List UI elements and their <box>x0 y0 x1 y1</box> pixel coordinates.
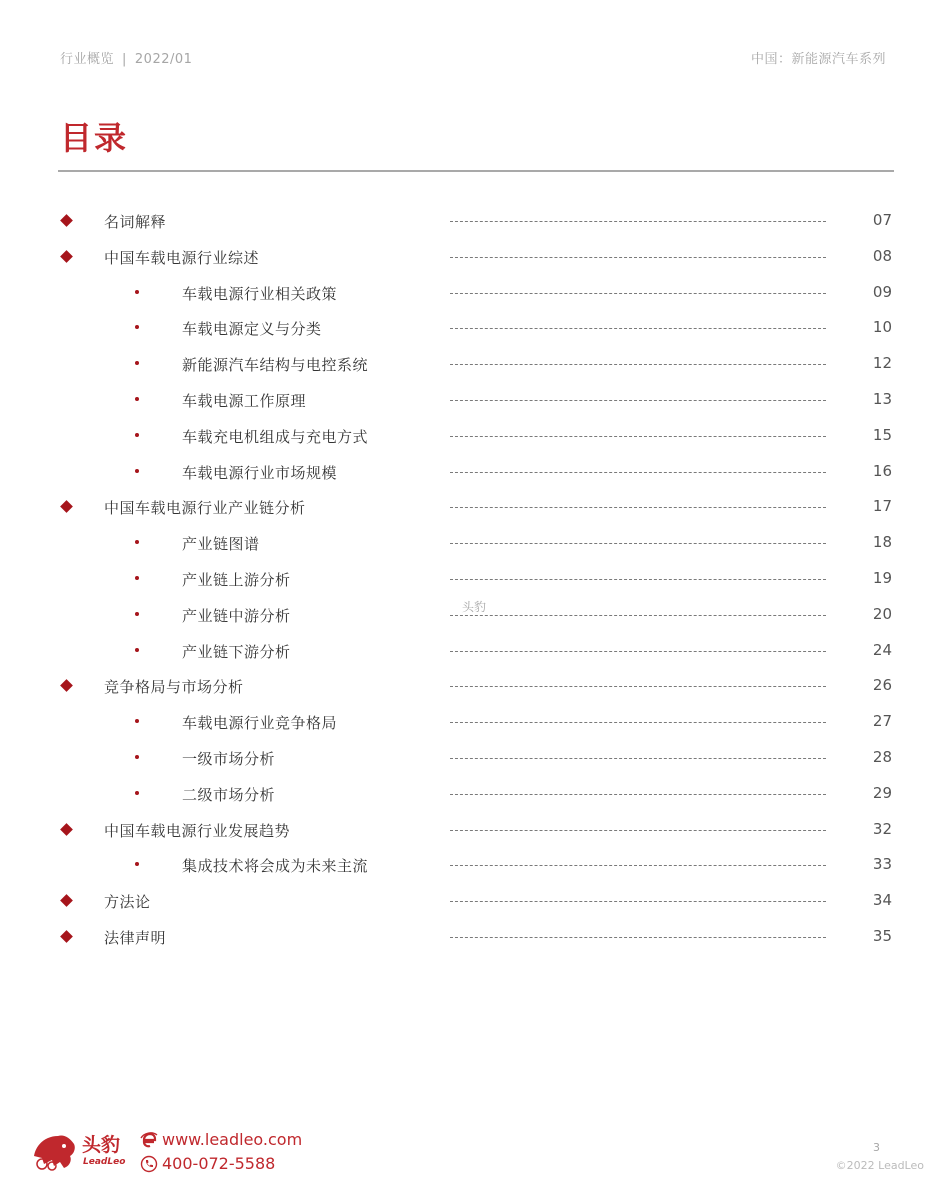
dotted-leader <box>450 830 826 831</box>
bullet-icon <box>135 469 139 473</box>
toc-entry-label: 名词解释 <box>104 213 167 231</box>
bullet-icon <box>135 540 139 544</box>
toc-entry[interactable] <box>0 346 950 382</box>
toc-entry-page: 29 <box>872 783 892 802</box>
toc-entry-label: 车载电源定义与分类 <box>182 320 322 339</box>
toc-entry-label: 产业链中游分析 <box>182 606 291 625</box>
toc-entry-page: 32 <box>872 819 892 838</box>
bullet-icon <box>135 862 139 866</box>
toc-entry[interactable] <box>0 633 950 669</box>
dotted-leader <box>450 507 826 508</box>
toc-entry[interactable] <box>0 382 950 418</box>
phone-icon <box>140 1155 158 1173</box>
toc-entry[interactable] <box>0 310 950 346</box>
toc-entry[interactable] <box>0 812 950 848</box>
bullet-icon <box>135 361 139 365</box>
dotted-leader <box>450 901 826 902</box>
toc-entry-label: 车载电源行业相关政策 <box>182 284 338 303</box>
phone-number <box>140 1154 275 1173</box>
dotted-leader <box>450 794 826 795</box>
toc-entry-page: 07 <box>872 211 892 229</box>
bullet-icon <box>135 397 139 401</box>
toc-entry-label: 集成技术将会成为未来主流 <box>182 857 369 876</box>
toc-entry[interactable] <box>0 275 950 311</box>
bullet-icon <box>135 791 139 795</box>
toc-entry-label: 二级市场分析 <box>182 785 276 804</box>
bullet-icon <box>135 612 139 616</box>
bullet-icon <box>135 576 139 580</box>
toc-entry-page: 15 <box>872 425 892 444</box>
diamond-icon <box>60 930 73 943</box>
dotted-leader <box>450 400 826 401</box>
toc-entry[interactable] <box>0 776 950 812</box>
toc-entry-page: 12 <box>872 354 892 373</box>
brand-name-cn: 头豹 <box>82 1134 121 1156</box>
toc-entry-label: 车载电源行业竞争格局 <box>182 714 338 733</box>
brand-name-en: LeadLeo <box>83 1157 126 1167</box>
diamond-icon <box>60 501 73 514</box>
dotted-leader <box>450 328 826 329</box>
bullet-icon <box>135 719 139 723</box>
diamond-icon <box>60 250 73 263</box>
diamond-icon <box>60 679 73 692</box>
toc-entry-label: 法律声明 <box>104 928 167 947</box>
dotted-leader <box>450 293 826 294</box>
toc-entry[interactable] <box>0 740 950 776</box>
toc-entry[interactable] <box>0 668 950 704</box>
toc-entry[interactable] <box>0 525 950 561</box>
toc-entry-page: 35 <box>872 926 892 945</box>
toc-entry-page: 28 <box>872 747 892 766</box>
toc-entry-label: 方法论 <box>104 893 151 912</box>
toc-entry-page: 17 <box>872 497 892 516</box>
toc-entry-label: 一级市场分析 <box>182 749 276 768</box>
header-date: 2022/01 <box>134 52 193 67</box>
toc-entry-label: 车载充电机组成与充电方式 <box>182 427 369 446</box>
toc-entry[interactable] <box>0 704 950 740</box>
page-number: 3 <box>873 1141 880 1154</box>
toc-entry-page: 19 <box>872 568 892 587</box>
toc-entry-label: 车载电源行业市场规模 <box>182 463 338 482</box>
watermark: 头豹 <box>462 600 487 614</box>
toc-entry-page: 08 <box>872 246 892 265</box>
toc-entry-label: 中国车载电源行业综述 <box>104 248 260 267</box>
toc-entry-page: 18 <box>872 533 892 552</box>
dotted-leader <box>450 686 826 687</box>
dotted-leader <box>450 221 826 222</box>
toc-entry-label: 新能源汽车结构与电控系统 <box>182 356 369 375</box>
toc-entry[interactable] <box>0 561 950 597</box>
toc-entry-page: 24 <box>872 640 892 659</box>
toc-entry-label: 产业链下游分析 <box>182 642 291 661</box>
bullet-icon <box>135 290 139 294</box>
toc-entry[interactable] <box>0 489 950 525</box>
toc-entry-page: 16 <box>872 461 892 480</box>
dotted-leader <box>450 937 826 938</box>
diamond-icon <box>60 823 73 836</box>
dotted-leader <box>450 722 826 723</box>
header-left <box>60 48 192 67</box>
toc-entry-page: 13 <box>872 389 892 408</box>
bullet-icon <box>135 433 139 437</box>
toc-entry[interactable] <box>0 418 950 454</box>
toc-entry-label: 产业链图谱 <box>182 535 260 554</box>
toc-entry-label: 中国车载电源行业发展趋势 <box>104 821 291 840</box>
toc-entry-page: 20 <box>872 604 892 623</box>
table-of-contents <box>0 203 950 955</box>
toc-entry-label: 车载电源工作原理 <box>182 391 307 410</box>
toc-entry-page: 33 <box>872 855 892 874</box>
dotted-leader <box>450 543 826 544</box>
bullet-icon <box>135 755 139 759</box>
dotted-leader <box>450 579 826 580</box>
dotted-leader <box>450 651 826 652</box>
diamond-icon <box>60 894 73 907</box>
title-divider <box>58 170 894 172</box>
dotted-leader <box>450 758 826 759</box>
e-letter-icon <box>140 1131 158 1149</box>
header-series: 中国：新能源汽车系列 <box>750 52 886 67</box>
page-title: 目录 <box>60 119 129 157</box>
dotted-leader <box>450 472 826 473</box>
dotted-leader <box>450 436 826 437</box>
dotted-leader <box>450 364 826 365</box>
toc-entry[interactable] <box>0 203 950 239</box>
header-section: 行业概览 <box>60 52 115 67</box>
toc-entry-page: 09 <box>872 282 892 301</box>
toc-entry[interactable] <box>0 919 950 955</box>
toc-entry-label: 中国车载电源行业产业链分析 <box>104 499 306 518</box>
toc-entry[interactable] <box>0 883 950 919</box>
website-text: www.leadleo.com <box>162 1130 303 1149</box>
dotted-leader <box>450 257 826 258</box>
toc-entry-page: 26 <box>872 676 892 695</box>
phone-text: 400-072-5588 <box>162 1154 276 1173</box>
toc-entry-page: 27 <box>872 712 892 731</box>
toc-entry-page: 34 <box>872 891 892 910</box>
toc-entry[interactable] <box>0 239 950 275</box>
bullet-icon <box>135 325 139 329</box>
dotted-leader <box>450 865 826 866</box>
toc-entry-label: 竞争格局与市场分析 <box>104 678 244 697</box>
toc-entry-label: 产业链上游分析 <box>182 570 291 589</box>
toc-entry[interactable] <box>0 847 950 883</box>
website-link[interactable] <box>140 1130 302 1149</box>
header-separator: | <box>122 52 127 67</box>
dotted-leader <box>450 615 826 616</box>
copyright: ©2022 LeadLeo <box>835 1159 924 1172</box>
bullet-icon <box>135 648 139 652</box>
toc-entry[interactable] <box>0 454 950 490</box>
toc-entry-page: 10 <box>872 318 892 337</box>
diamond-icon <box>60 214 73 227</box>
